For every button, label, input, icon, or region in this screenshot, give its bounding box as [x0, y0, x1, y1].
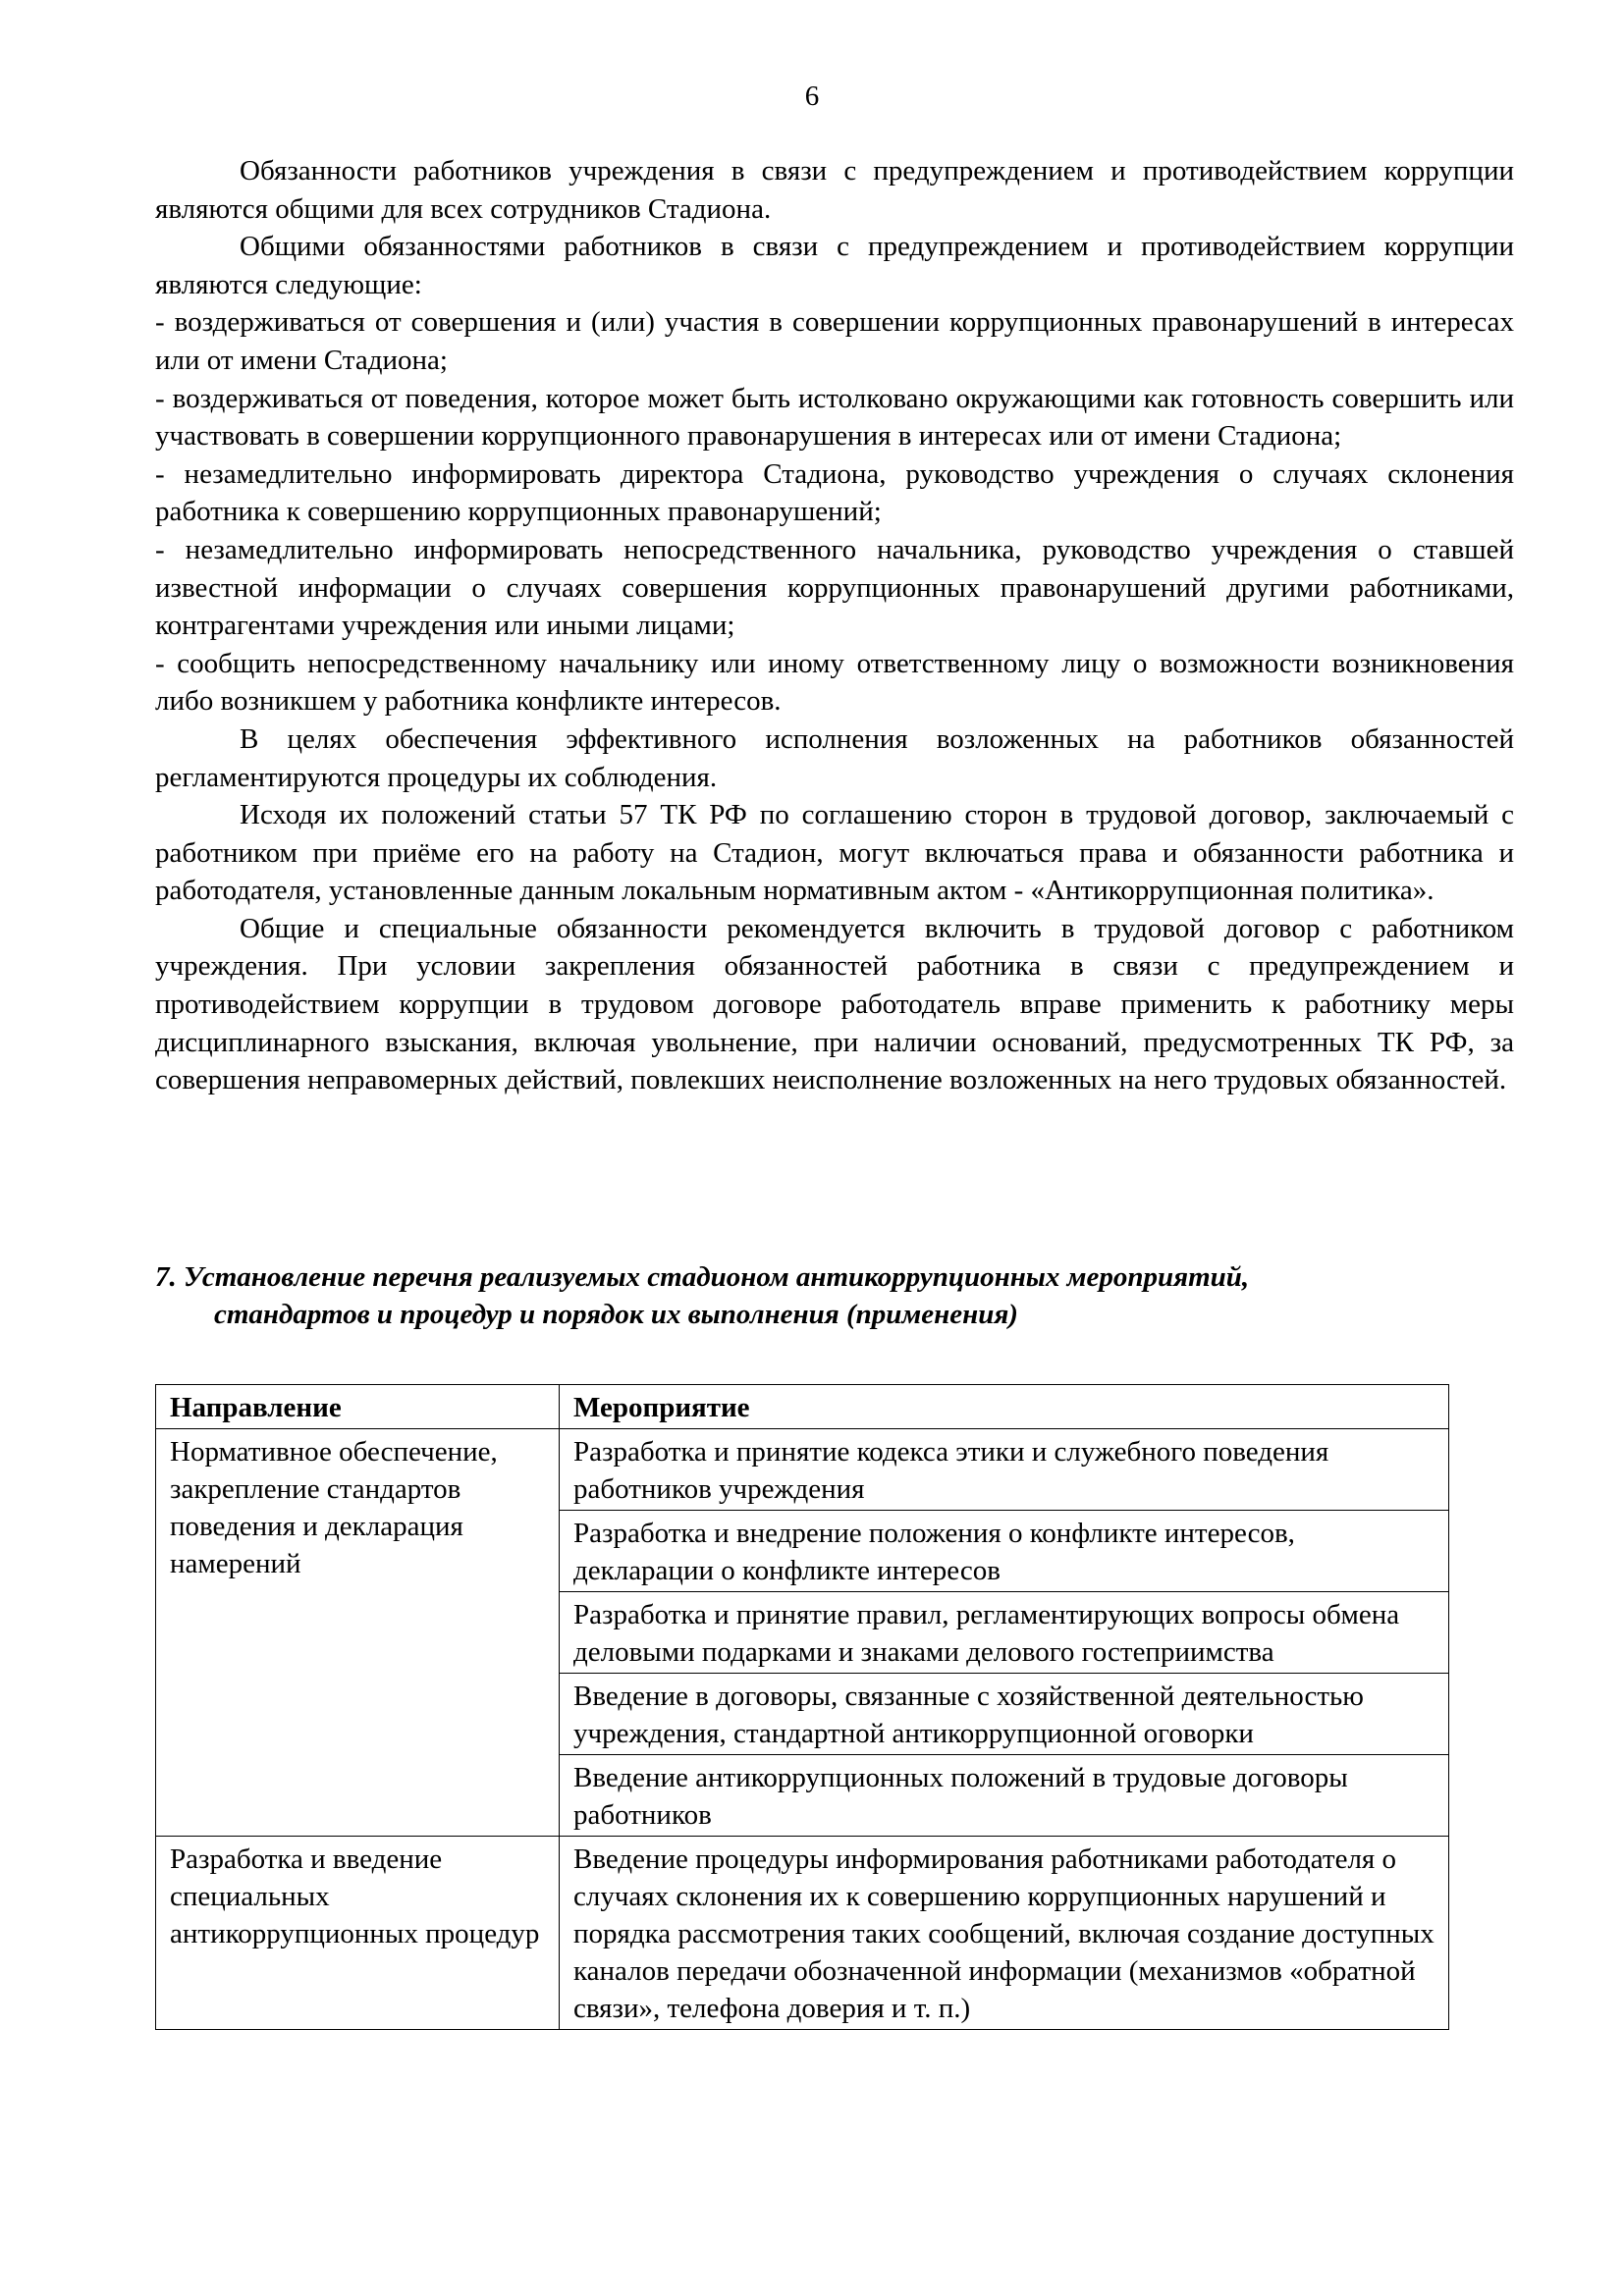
measure-cell: Введение процедуры информирования работниками работодателя о случаях склонения их к совершению коррупционных нарушений и порядка рассмотрения таких сообщений, включая создание доступных каналов передачи обозначенной информации (механизмов «обратной связи», телефона доверия и т. п.)	[560, 1837, 1449, 2030]
header-direction: Направление	[156, 1385, 560, 1429]
paragraph: Исходя их положений статьи 57 ТК РФ по соглашению сторон в трудовой договор, заключаемый с работником при приёме его на работу на Стадион, могут включаться права и обязанности работника и работодателя, установленные данным локальным нормативным актом - «Антикоррупционная политика».	[155, 799, 1514, 907]
measure-cell: Введение антикоррупционных положений в трудовые договоры работников	[560, 1755, 1449, 1837]
list-item: - сообщить непосредственному начальнику или иному ответственному лицу о возможности возникновения либо возникшем у работника конфликте интересов.	[155, 647, 1514, 718]
table-row	[156, 1429, 1449, 1511]
paragraph: Обязанности работников учреждения в связи с предупреждением и противодействием коррупции являются общими для всех сотрудников Стадиона.	[155, 155, 1514, 225]
list-item: - незамедлительно информировать директора Стадиона, руководство учреждения о случаях склонения работника к совершению коррупционных правонарушений;	[155, 457, 1514, 528]
paragraph: Общие и специальные обязанности рекомендуется включить в трудовой договор с работником учреждения. При условии закрепления обязанностей работника в связи с предупреждением и противодействием коррупции в трудовом договоре работодатель вправе применить к работнику меры дисциплинарного взыскания, включая увольнение, при наличии оснований, предусмотренных ТК РФ, за совершения неправомерных действий, повлекших неисполнение возложенных на него трудовых обязанностей.	[155, 912, 1514, 1096]
direction-cell: Нормативное обеспечение, закрепление стандартов поведения и декларация намерений	[156, 1429, 560, 1837]
list-item: - воздерживаться от совершения и (или) участия в совершении коррупционных правонарушений в интересах или от имени Стадиона;	[155, 306, 1514, 376]
section-heading	[155, 1258, 1530, 1333]
measure-cell: Разработка и принятие правил, регламентирующих вопросы обмена деловыми подарками и знаками делового гостеприимства	[560, 1592, 1449, 1674]
list-item: - незамедлительно информировать непосредственного начальника, руководство учреждения о ставшей известной информации о случаях совершения коррупционных правонарушений другими работниками, контрагентами учреждения или иными лицами;	[155, 533, 1514, 642]
table-header-row	[156, 1385, 1449, 1429]
header-measure: Мероприятие	[560, 1385, 1449, 1429]
paragraph: Общими обязанностями работников в связи с предупреждением и противодействием коррупции являются следующие:	[155, 231, 1514, 300]
body-text	[155, 152, 1514, 1099]
measure-cell: Введение в договоры, связанные с хозяйственной деятельностью учреждения, стандартной антикоррупционной оговорки	[560, 1674, 1449, 1755]
page-number: 6	[804, 80, 820, 112]
table-row	[156, 1837, 1449, 2030]
paragraph: В целях обеспечения эффективного исполнения возложенных на работников обязанностей регламентируются процедуры их соблюдения.	[155, 722, 1514, 793]
measures-table	[155, 1384, 1449, 2030]
list-item: - воздерживаться от поведения, которое может быть истолковано окружающими как готовность совершить или участвовать в совершении коррупционного правонарушения в интересах или от имени Стадиона;	[155, 382, 1514, 453]
section-heading-line-2: стандартов и процедур и порядок их выполнения (применения)	[214, 1299, 1018, 1330]
direction-cell: Разработка и введение специальных антикоррупционных процедур	[156, 1837, 560, 2030]
measure-cell: Разработка и внедрение положения о конфликте интересов, декларации о конфликте интересов	[560, 1511, 1449, 1592]
measure-cell: Разработка и принятие кодекса этики и служебного поведения работников учреждения	[560, 1429, 1449, 1511]
section-heading-line-1: 7. Установление перечня реализуемых стадионом антикоррупционных мероприятий,	[155, 1261, 1250, 1293]
